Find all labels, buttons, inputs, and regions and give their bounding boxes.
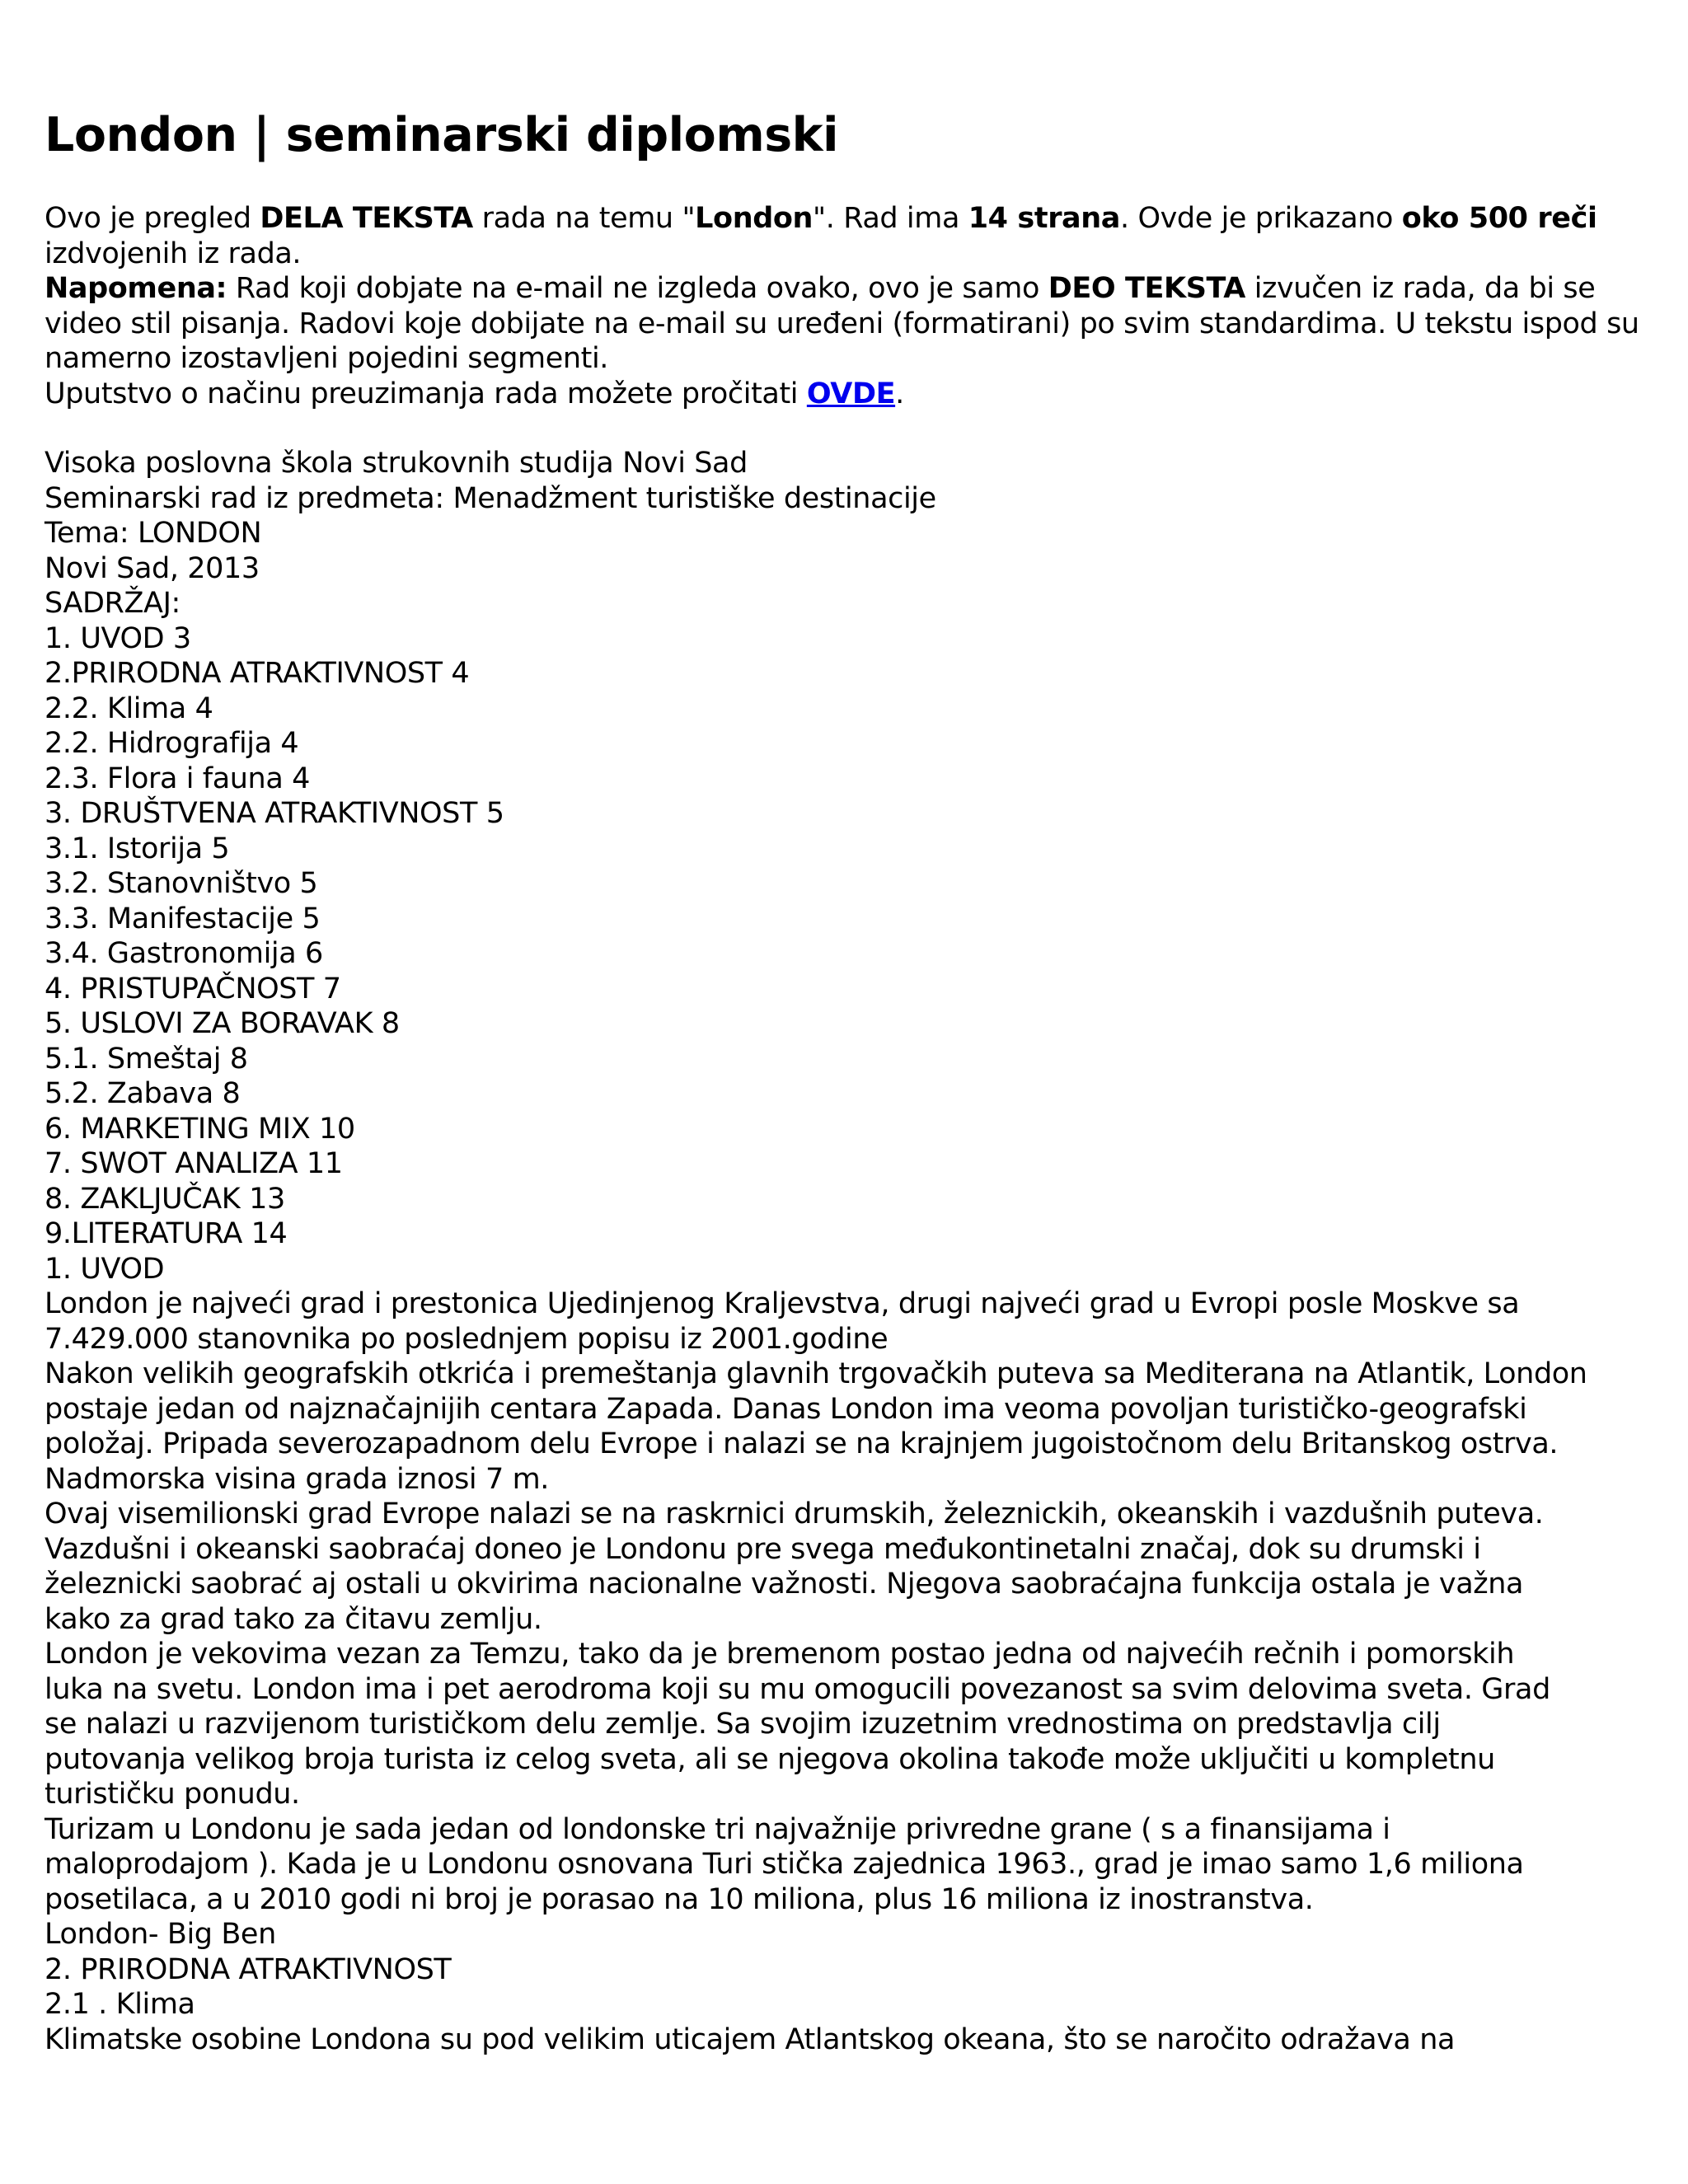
summary-bold-text: oko 500 reči: [1401, 202, 1597, 235]
note-text: izvučen iz rada, da bi se video stil pisanja. Radovi koje dobijate na e-mail su uređeni (formatirani) po svim standardima. U tekstu ispod su namerno izostavljeni pojedini segmenti.: [45, 272, 1639, 375]
text-line: položaj. Pripada severozapadnom delu Evrope i nalazi se na krajnjem jugoistočnom delu Britanskog ostrva.: [45, 1427, 1559, 1460]
text-line: železnicki saobrać aj ostali u okvirima nacionalne važnosti. Njegova saobraćajna funkcija ostala je važna: [45, 1568, 1524, 1601]
summary-text: ". Rad ima: [813, 202, 968, 235]
text-line: 3.1. Istorija 5: [45, 832, 230, 865]
text-line: 2. PRIRODNA ATRAKTIVNOST: [45, 1952, 452, 1986]
text-line: 2.PRIRODNA ATRAKTIVNOST 4: [45, 657, 470, 690]
text-line: 2.3. Flora i fauna 4: [45, 762, 310, 795]
summary-text: rada na temu ": [472, 202, 696, 235]
text-line: Nadmorska visina grada iznosi 7 m.: [45, 1462, 549, 1496]
text-line: 7.429.000 stanovnika po poslednjem popisu iz 2001.godine: [45, 1322, 889, 1356]
text-line: 3.4. Gastronomija 6: [45, 937, 323, 970]
summary-bold-text: London: [695, 202, 814, 235]
text-line: 4. PRISTUPAČNOST 7: [45, 972, 341, 1005]
page-title: London | seminarski diplomski: [45, 108, 839, 162]
note-label: Napomena:: [45, 272, 227, 305]
text-line: Novi Sad, 2013: [45, 551, 260, 585]
note-bold-text: DEO TEKSTA: [1048, 272, 1245, 305]
text-line: 8. ZAKLJUČAK 13: [45, 1182, 285, 1216]
text-line: 3.2. Stanovništvo 5: [45, 867, 318, 900]
text-line: 5.2. Zabava 8: [45, 1077, 241, 1110]
text-line: se nalazi u razvijenom turističkom delu zemlje. Sa svojim izuzetnim vrednostima on predstavlja cilj: [45, 1708, 1441, 1741]
text-line: Nakon velikih geografskih otkrića i premeštanja glavnih trgovačkih puteva sa Mediterana na Atlantik, London: [45, 1357, 1587, 1390]
text-line: Ovaj visemilionski grad Evrope nalazi se na raskrnici drumskih, železnickih, okeanskih i vazdušnih puteva.: [45, 1497, 1544, 1530]
text-line: 5.1. Smeštaj 8: [45, 1042, 248, 1076]
instructions-text: Uputstvo o načinu preuzimanja rada možete pročitati: [45, 377, 807, 410]
text-line: maloprodajom ). Kada je u Londonu osnovana Turi stička zajednica 1963., grad je imao samo 1,6 miliona: [45, 1848, 1524, 1881]
text-line: Visoka poslovna škola strukovnih studija Novi Sad: [45, 447, 748, 480]
text-line: Turizam u Londonu je sada jedan od londonske tri najvažnije privredne grane ( s a finansijama i: [45, 1812, 1390, 1846]
text-line: SADRŽAJ:: [45, 587, 181, 620]
text-line: 2.1 . Klima: [45, 1988, 195, 2021]
instructions-link[interactable]: OVDE: [806, 377, 896, 410]
text-line: 1. UVOD 3: [45, 621, 191, 655]
text-line: Tema: LONDON: [45, 517, 262, 550]
text-line: Vazdušni i okeanski saobraćaj doneo je Londonu pre svega međukontinetalni značaj, dok su drumski i: [45, 1532, 1481, 1566]
text-line: posetilaca, a u 2010 godi ni broj je porasao na 10 miliona, plus 16 miliona iz inostranstva.: [45, 1882, 1314, 1916]
summary-text: . Ovde je prikazano: [1120, 202, 1402, 235]
text-line: kako za grad tako za čitavu zemlju.: [45, 1602, 542, 1636]
text-line: 5. USLOVI ZA BORAVAK 8: [45, 1007, 400, 1040]
text-line: 2.2. Klima 4: [45, 691, 213, 725]
text-line: 6. MARKETING MIX 10: [45, 1112, 355, 1146]
summary-text: Ovo je pregled: [45, 202, 260, 235]
text-line: 7. SWOT ANALIZA 11: [45, 1147, 343, 1180]
intro-note-paragraph: [45, 271, 1655, 377]
text-line: 3. DRUŠTVENA ATRAKTIVNOST 5: [45, 797, 504, 830]
text-line: postaje jedan od najznačajnijih centara Zapada. Danas London ima veoma povoljan turističko-geografski: [45, 1392, 1527, 1426]
text-line: 9.LITERATURA 14: [45, 1217, 288, 1250]
document-body: [45, 446, 1655, 2057]
text-line: Seminarski rad iz predmeta: Menadžment turistiške destinacije: [45, 481, 936, 515]
text-line: 3.3. Manifestacije 5: [45, 902, 321, 935]
text-line: Klimatske osobine Londona su pod velikim uticajem Atlantskog okeana, što se naročito odražava na: [45, 2022, 1456, 2056]
summary-text: izdvojenih iz rada.: [45, 237, 302, 270]
intro-instructions-paragraph: [45, 377, 1655, 412]
text-line: luka na svetu. London ima i pet aerodroma koji su mu omogucili povezanost sa svim delovima sveta. Grad: [45, 1672, 1550, 1706]
note-text: Rad koji dobjate na e-mail ne izgleda ovako, ovo je samo: [227, 272, 1048, 305]
text-line: London je vekovima vezan za Temzu, tako da je bremenom postao jedna od najvećih rečnih i pomorskih: [45, 1638, 1515, 1671]
summary-bold-text: DELA TEKSTA: [260, 202, 473, 235]
summary-bold-text: 14 strana: [968, 202, 1121, 235]
intro-section: [45, 201, 1655, 411]
text-line: putovanja velikog broja turista iz celog sveta, ali se njegova okolina takođe može uključiti u kompletnu: [45, 1742, 1495, 1776]
text-line: London je najveći grad i prestonica Ujedinjenog Kraljevstva, drugi najveći grad u Evropi posle Moskve sa: [45, 1287, 1520, 1320]
text-line: 1. UVOD: [45, 1252, 165, 1286]
text-line: turističku ponudu.: [45, 1778, 300, 1811]
text-line: 2.2. Hidrografija 4: [45, 727, 299, 760]
instructions-text: .: [895, 377, 904, 410]
intro-summary-paragraph: [45, 201, 1655, 271]
text-line: London- Big Ben: [45, 1918, 276, 1951]
